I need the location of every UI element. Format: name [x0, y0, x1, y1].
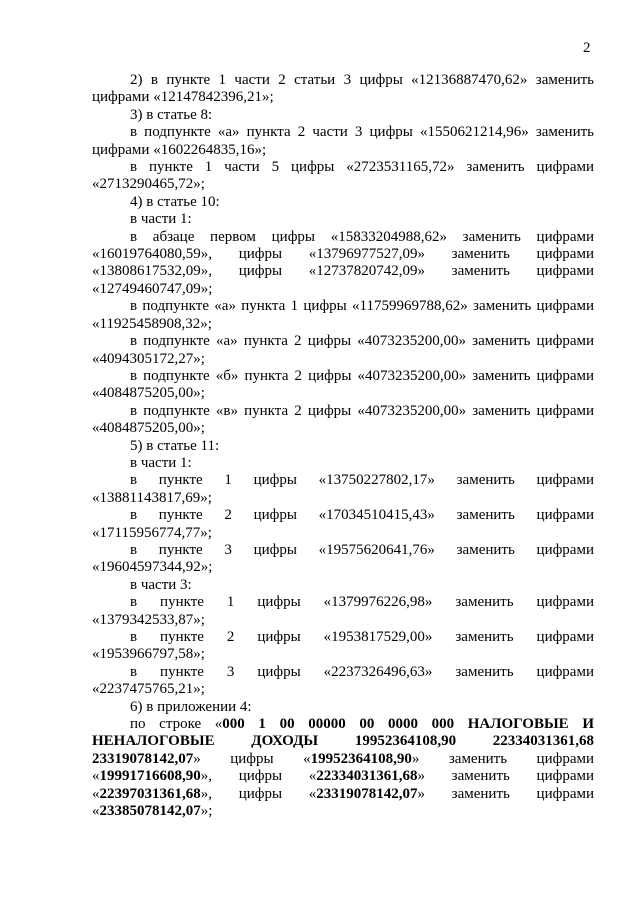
paragraph: в подпункте «в» пункта 2 цифры «4073235200,00» заменить цифрами «4084875205,00»; — [92, 402, 594, 437]
new-value: 22397031361,68 — [99, 785, 201, 802]
paragraph: 4) в статье 10: — [130, 193, 220, 210]
document-body — [92, 72, 594, 820]
row-text: » заменить цифрами « — [92, 785, 594, 820]
old-value: 22334031361,68 — [316, 768, 418, 785]
paragraph: в пункте 2 цифры «17034510415,43» заменить цифрами «17115956774,77»; — [92, 507, 594, 541]
new-value: 19991716608,90 — [99, 768, 201, 785]
row-title: 000 1 00 00000 00 0000 000 НАЛОГОВЫЕ И НЕНАЛОГОВЫЕ ДОХОДЫ 19952364108,90 22334031361,68 23319078142,07 — [92, 716, 594, 767]
paragraph: в подпункте «а» пункта 2 цифры «4073235200,00» заменить цифрами «4094305172,27»; — [92, 333, 594, 367]
paragraph: в пункте 1 цифры «1379976226,98» заменить цифрами «1379342533,87»; — [92, 594, 594, 628]
paragraph: в части 1: — [130, 211, 192, 228]
old-value: 23319078142,07 — [316, 785, 418, 802]
appendix-row-paragraph — [92, 716, 594, 820]
paragraph: 6) в приложении 4: — [130, 698, 252, 715]
paragraph: в абзаце первом цифры «15833204988,62» заменить цифрами «16019764080,59», цифры «13796977527,09» заменить цифрами «13808617532,09», цифры «12737820742,09» заменить цифрами «12749460747,09»; — [92, 228, 594, 297]
paragraph: в части 1: — [130, 454, 192, 471]
row-text: » цифры « — [193, 750, 311, 767]
paragraph: в пункте 3 цифры «19575620641,76» заменить цифрами «19604597344,92»; — [92, 541, 594, 576]
row-text: » заменить цифрами « — [92, 750, 594, 785]
paragraph: в пункте 1 части 5 цифры «2723531165,72» заменить цифрами «2713290465,72»; — [92, 159, 594, 193]
paragraph: в пункте 2 цифры «1953817529,00» заменить цифрами «1953966797,58»; — [92, 629, 594, 663]
paragraph: 5) в статье 11: — [130, 437, 220, 454]
new-value: 23385078142,07 — [99, 803, 201, 820]
page-number: 2 — [583, 40, 591, 56]
paragraph: 2) в пункте 1 части 2 статьи 3 цифры «12136887470,62» заменить цифрами «12147842396,21»; — [92, 72, 594, 106]
row-text: », цифры « — [200, 768, 317, 785]
old-value: 19952364108,90 — [310, 750, 412, 767]
paragraph: 3) в статье 8: — [130, 106, 213, 123]
paragraph: в пункте 3 цифры «2237326496,63» заменить цифрами «2237475765,21»; — [92, 663, 594, 698]
paragraph: в подпункте «а» пункта 2 части 3 цифры «1550621214,96» заменить цифрами «1602264835,16»; — [92, 124, 594, 158]
row-text: », цифры « — [200, 785, 317, 802]
paragraph: в подпункте «а» пункта 1 цифры «11759969788,62» заменить цифрами «11925458908,32»; — [92, 298, 594, 332]
paragraph: в части 3: — [130, 576, 192, 593]
row-text: »; — [200, 803, 213, 820]
row-prefix: по строке « — [130, 716, 223, 733]
paragraph: в подпункте «б» пункта 2 цифры «4073235200,00» заменить цифрами «4084875205,00»; — [92, 367, 594, 402]
paragraph: в пункте 1 цифры «13750227802,17» заменить цифрами «13881143817,69»; — [92, 472, 594, 506]
row-text: » заменить цифрами « — [92, 768, 594, 802]
